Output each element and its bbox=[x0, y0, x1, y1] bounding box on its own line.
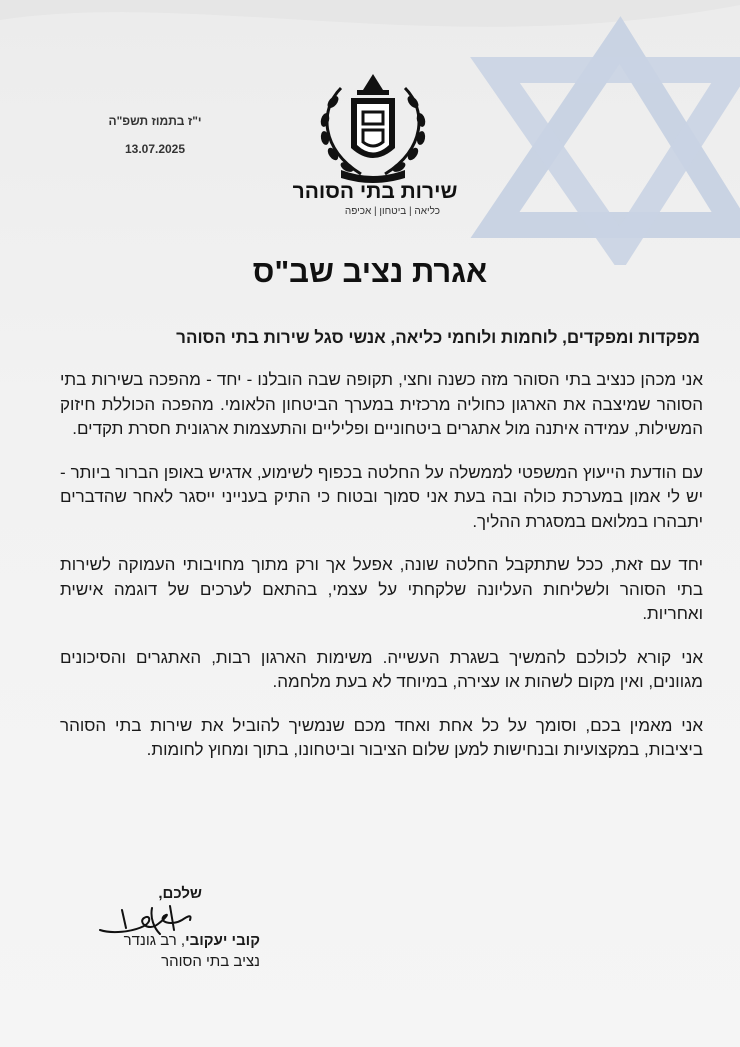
paragraph: אני מכהן כנציב בתי הסוהר מזה כשנה וחצי, תקופה שבה הובלנו - יחד - מהפכה בשירות בתי הסוהר שמיצבה את הארגון כחוליה מרכזית במערך הביטחון הלאומי. מהפכה הכוללת חיזוק המשילות, עמידה איתנה מול אתגרים ביטחוניים ופליליים והתעצמות ארגונית חסרת תקדים. bbox=[60, 370, 703, 438]
paragraph: אני קורא לכולכם להמשיך בשגרת העשייה. משימות הארגון רבות, האתגרים והסיכונים מגוונים, ואין מקום לשהות או עצירה, במיוחד לא בעת מלחמה. bbox=[60, 647, 703, 691]
star-of-david-icon bbox=[470, 0, 740, 265]
gregorian-date: 13.07.2025 bbox=[124, 142, 186, 156]
signature-block bbox=[60, 885, 260, 974]
prison-service-emblem-icon bbox=[311, 70, 435, 185]
paragraph: יחד עם זאת, ככל שתתקבל החלטה שונה, אפעל אך ורק מתוך מחויבותי העמוקה לשירות בתי הסוהר ולשליחות העליונה שלקחתי על עצמי, בהתאם לערכים של דוגמה אישית ואחריות. bbox=[60, 555, 703, 623]
document-title: אגרת נציב שב"ס bbox=[252, 254, 488, 289]
paragraph: עם הודעת הייעוץ המשפטי לממשלה על החלטה בכפוף לשימוע, אדגיש באופן הברור ביותר - יש לי אמון במערכת כולה ובה בעת אני סמוך ובטוח כי התיק בענייני ייסגר לאחר שהדברים יתבהרו במלואם במסגרת ההליך. bbox=[60, 462, 703, 531]
hebrew-date: י"ז בתמוז תשפ"ה bbox=[108, 114, 202, 128]
organization-tagline: כליאה | ביטחון | אכיפה bbox=[344, 206, 440, 217]
signer-rank: , רב גונדר bbox=[123, 932, 186, 949]
greeting: מפקדות ומפקדים, לוחמות ולוחמי כליאה, אנשי סגל שירות בתי הסוהר bbox=[176, 328, 700, 347]
closing: שלכם, bbox=[158, 885, 202, 902]
date-block bbox=[95, 114, 215, 170]
signer-name-line bbox=[60, 932, 260, 949]
signer-role: נציב בתי הסוהר bbox=[161, 953, 260, 970]
signer-name: קובי יעקובי bbox=[185, 932, 260, 949]
paragraph: אני מאמין בכם, וסומך על כל אחת ואחד מכם שנמשיך להוביל את שירות בתי הסוהר ביציבות, במקצועיות ובנחישות למען שלום הציבור וביטחונו, בתוך ומחוץ לחומות. bbox=[60, 715, 703, 759]
letter-body bbox=[60, 368, 703, 782]
organization-name: שירות בתי הסוהר bbox=[292, 180, 458, 203]
